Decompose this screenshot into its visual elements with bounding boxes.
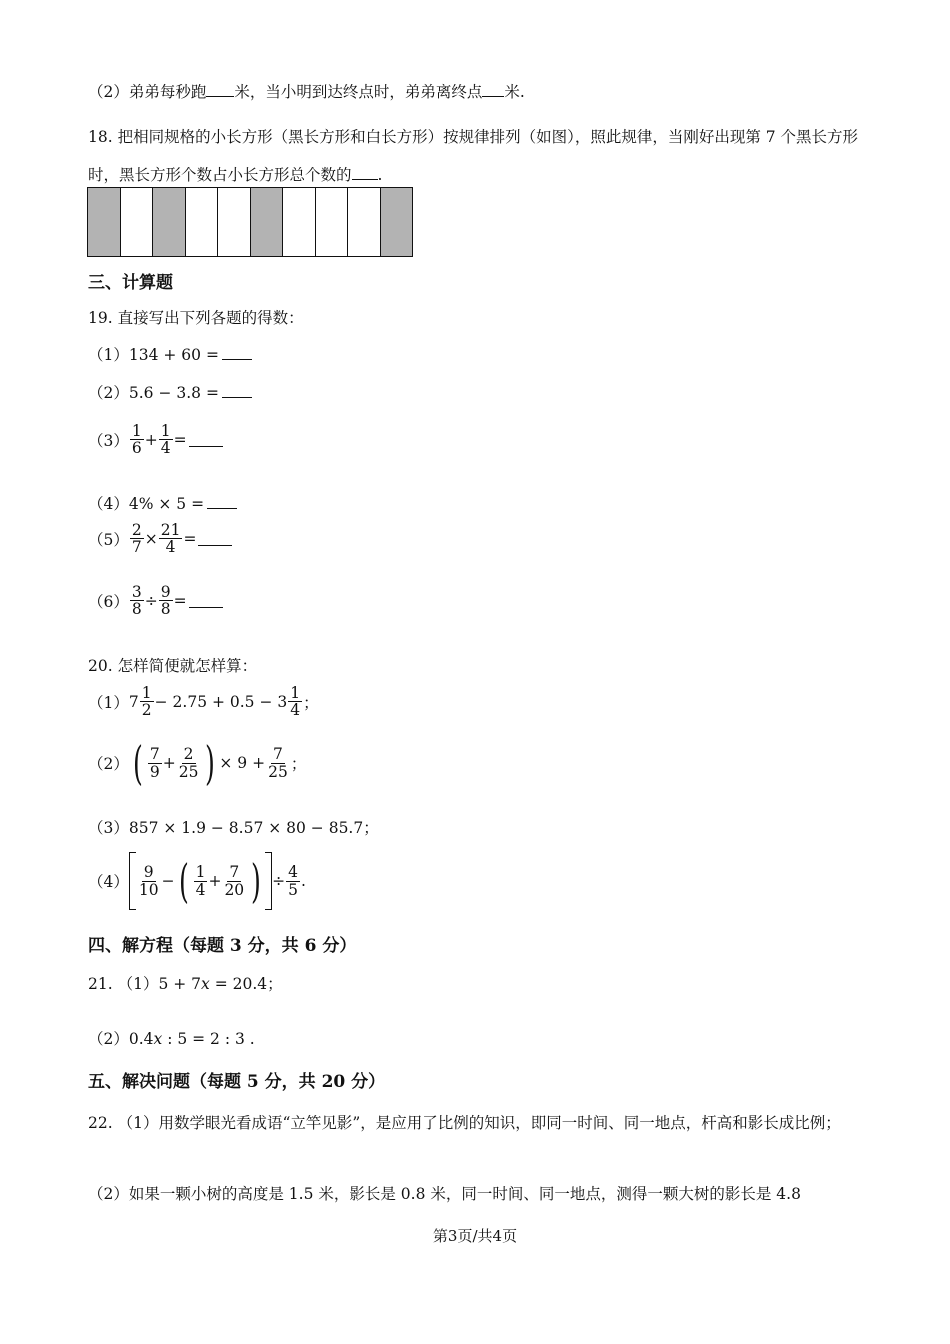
equals: = [173,591,187,610]
expression: − 2.75 + 0.5 − 3 [154,692,288,711]
numerator: 1 [290,684,301,702]
q17-text-a: （2）弟弟每秒跑 [88,83,207,101]
operator: ÷ [144,591,158,610]
fraction [266,746,290,780]
numerator: 21 [160,521,181,539]
equation-part: （2）0.4 [88,1030,154,1048]
equation-part: = 20.4； [209,975,283,993]
q17-text-c: 米. [504,83,525,101]
item-label: （1） [88,346,129,364]
white-rectangle [348,188,381,256]
fraction [130,584,144,618]
q20-item-4 [88,852,306,910]
denominator: 2 [141,701,152,720]
q20-item-1 [88,685,319,719]
fraction [288,685,302,719]
expression: 857 × 1.9 − 8.57 × 80 − 85.7； [128,819,379,837]
answer-blank[interactable] [352,165,378,180]
variable: x [153,1030,163,1048]
item-label: （2） [88,755,129,773]
q19-item-6 [88,584,223,618]
numerator: 9 [143,863,154,882]
fraction [159,584,173,618]
item-label: （3） [88,431,129,450]
end-mark: . [301,872,306,890]
numerator: 7 [149,745,160,764]
fraction [286,864,300,898]
numerator: 3 [131,583,142,601]
q19-item-2 [88,381,252,403]
expression: 5.6 − 3.8 = [128,384,219,402]
q17-text-b: 米，当小明到达终点时，弟弟离终点 [234,83,483,101]
equals: = [183,529,197,548]
denominator: 4 [195,880,206,899]
section-4-title: 四、解方程（每题 3 分，共 6 分） [88,936,357,956]
right-paren: ) [251,854,262,908]
denominator: 20 [224,880,245,899]
page-footer: 第3页/共4页 [432,1227,518,1245]
section-3-title: 三、计算题 [88,273,173,293]
numerator: 1 [141,684,152,702]
equation-part: 21. （1）5 + 7 [88,975,202,993]
numerator: 1 [131,422,142,440]
fraction [177,746,201,780]
rectangle-pattern-figure [87,187,413,257]
right-bracket [265,852,272,910]
white-rectangle [121,188,154,256]
white-rectangle [316,188,349,256]
denominator: 7 [131,538,142,557]
q18-question [88,118,864,194]
item-label: （1） [88,693,129,712]
q20-item-2 [88,736,307,790]
numerator: 1 [160,422,171,440]
operator: + [208,872,222,890]
fraction [130,522,144,556]
q19-title: 19. 直接写出下列各题的得数： [88,309,304,327]
denominator: 25 [178,762,199,781]
white-rectangle [218,188,251,256]
operator: × [144,529,158,548]
answer-blank[interactable] [206,82,234,97]
denominator: 5 [288,880,298,899]
q20-title: 20. 怎样简便就怎样算： [88,657,258,675]
black-rectangle [88,188,121,256]
numerator: 9 [160,583,171,601]
item-label: （2） [88,384,129,402]
equals: = [173,430,187,449]
q22-part2: （2）如果一颗小树的高度是 1.5 米，影长是 0.8 米，同一时间、同一地点，测得一颗大树的影长是 4.8 [88,1185,801,1203]
end-mark: ； [303,693,319,712]
q19-item-1 [88,343,252,365]
whole-number: 7 [128,692,139,711]
answer-blank[interactable] [189,593,223,608]
black-rectangle [251,188,284,256]
section-5-title: 五、解决问题（每题 5 分，共 20 分） [88,1072,386,1092]
q17-part2 [88,80,525,102]
q21-item-1 [88,972,283,994]
operator: + [162,754,176,772]
q19-item-5 [88,522,232,556]
fraction [159,522,183,556]
answer-blank[interactable] [189,432,223,447]
denominator: 25 [268,762,288,781]
denominator: 8 [160,600,171,619]
right-paren: ) [205,736,216,790]
answer-blank[interactable] [482,82,504,97]
numerator: 7 [229,863,240,882]
answer-blank[interactable] [198,531,232,546]
fraction [137,864,161,898]
black-rectangle [153,188,186,256]
q19-item-3 [88,423,223,457]
numerator: 7 [273,745,283,764]
fraction [159,423,173,457]
left-paren: ( [132,736,143,790]
q22-part1: 22. （1）用数学眼光看成语“立竿见影”，是应用了比例的知识，即同一时间、同一地点，杆高和影长成比例； [88,1114,841,1132]
denominator: 9 [149,762,160,781]
left-bracket [129,852,136,910]
q18-end: . [377,166,383,184]
left-paren: ( [178,854,189,908]
numerator: 2 [183,745,194,764]
denominator: 4 [165,538,176,557]
answer-blank[interactable] [222,345,252,360]
black-rectangle [381,188,413,256]
end-mark: ； [290,755,307,773]
denominator: 8 [131,600,142,619]
operator: + [144,430,158,449]
q21-item-2 [88,1027,255,1049]
item-label: （5） [88,530,129,549]
fraction [130,423,144,457]
denominator: 10 [138,880,159,899]
item-label: （3） [88,819,129,837]
numerator: 2 [131,521,142,539]
denominator: 6 [131,439,142,458]
fraction [148,746,162,780]
item-label: （4） [88,873,129,891]
answer-blank[interactable] [207,494,237,509]
item-label: （4） [88,495,129,513]
operator: − [161,872,175,890]
white-rectangle [186,188,219,256]
expression: × 9 + [219,754,266,772]
numerator: 1 [195,863,206,882]
equation-part: : 5 = 2 : 3 . [162,1030,255,1048]
denominator: 4 [290,701,301,720]
q19-item-4 [88,492,237,514]
fraction [222,864,246,898]
q20-item-3 [88,816,379,838]
q18-text: 18. 把相同规格的小长方形（黑长方形和白长方形）按规律排列（如图），照此规律，当刚好出现第 7 个黑长方形时，黑长方形个数占小长方形总个数的 [88,128,859,184]
fraction [140,685,154,719]
operator: ÷ [272,872,286,890]
variable: x [201,975,210,993]
fraction [194,864,208,898]
expression: 4% × 5 = [128,495,205,513]
white-rectangle [283,188,316,256]
item-label: （6） [88,592,129,611]
expression: 134 + 60 = [128,346,219,364]
numerator: 4 [288,863,298,882]
answer-blank[interactable] [222,383,252,398]
denominator: 4 [160,439,171,458]
